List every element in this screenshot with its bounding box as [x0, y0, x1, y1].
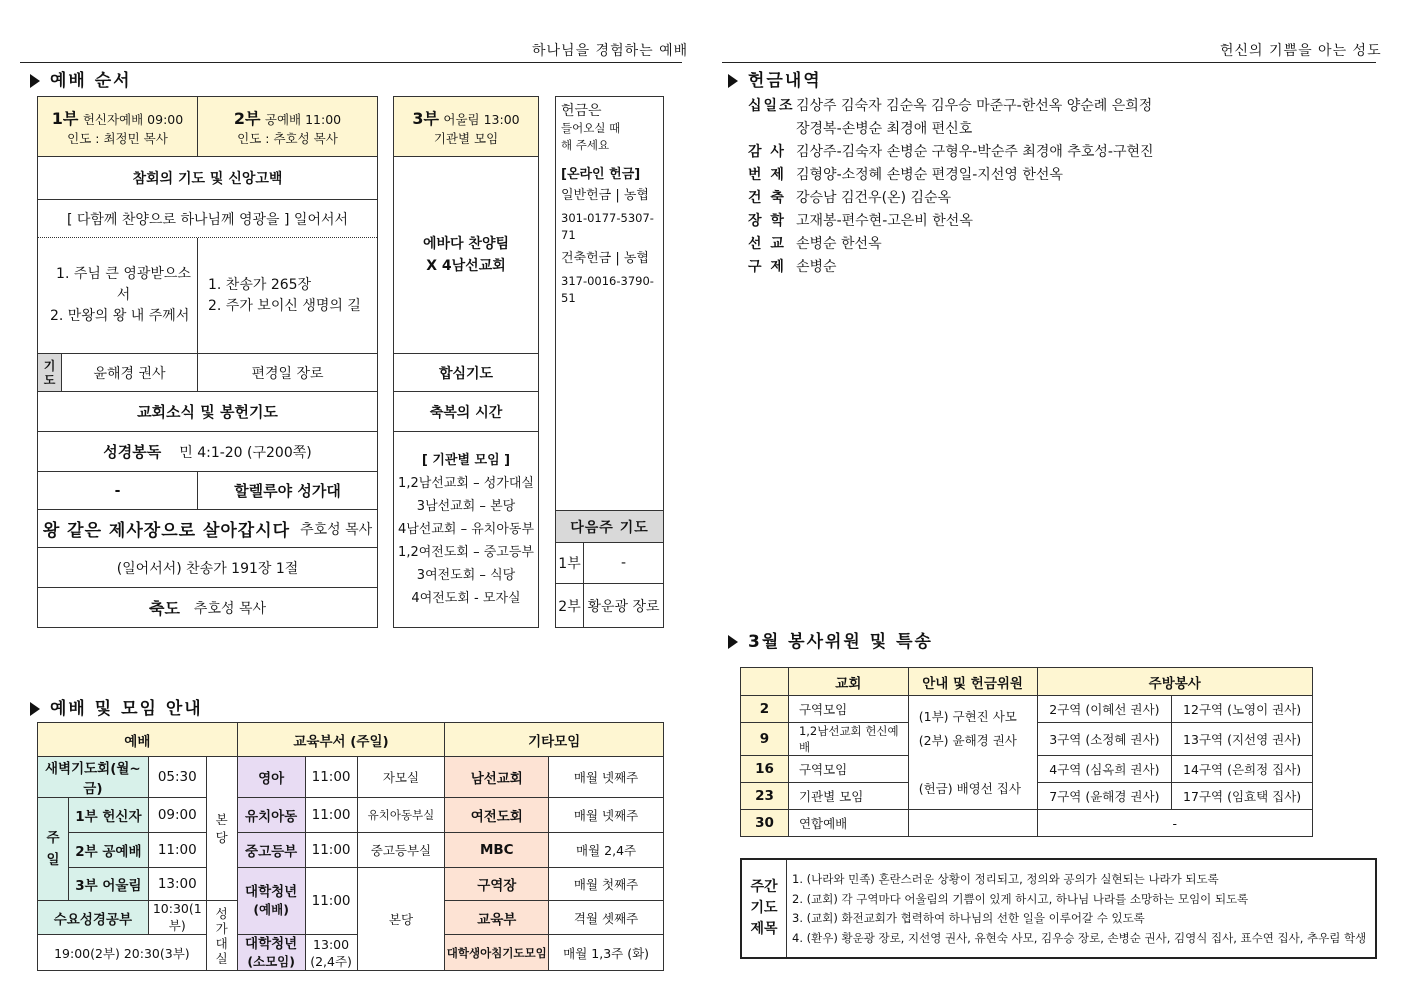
service-table [740, 667, 1313, 837]
kitchen-b: 12구역 (노영이 권사) [1172, 696, 1313, 723]
kitchen-a: 2구역 (이혜선 권사) [1037, 696, 1172, 723]
praise-songs-1: 1. 주님 큰 영광받으소서 2. 만왕의 왕 내 주께서 [38, 238, 198, 354]
kitchen-b: 13구역 (지선영 권사) [1172, 723, 1313, 756]
other-name: 여전도회 [445, 798, 549, 833]
prayer-topic: 1. (나라와 민족) 혼란스러운 상황이 정리되고, 정의와 공의가 실현되는 나라가 되도록 [792, 872, 1219, 886]
kitchen-a: 4구역 (심옥희 권사) [1037, 756, 1172, 783]
wednesday-time: 10:30(1부) [148, 901, 206, 935]
other-name: 교육부 [445, 901, 549, 935]
offering-note: 헌금은 들어오실 때 해 주세요 [온라인 헌금] 일반헌금 | 농협 301-0177-5307-71 건축헌금 | 농협 317-0016-3790-51 [561, 103, 654, 305]
header-divider [722, 62, 1376, 63]
young-adult-small-group: 대학청년 (소모임) [237, 935, 305, 971]
offering-row: 번 제 김형양-소정혜 손병순 편경일-지선영 한선옥 [748, 167, 1063, 183]
day: 16 [741, 756, 789, 783]
next-2-label: 2부 [556, 584, 584, 627]
offering-row: 십일조김상주 김숙자 김순옥 김우승 마준구-한선옥 양순례 은희정 [748, 98, 1153, 114]
dawn-time: 05:30 [148, 757, 206, 798]
unison-prayer: 합심기도 [394, 354, 538, 392]
young-adult-place: 본당 [357, 868, 445, 971]
offering-row: 장경복-손병순 최경애 편신호 [796, 121, 973, 137]
service-1-header: 1부 헌신자예배 09:00 인도 : 최정민 목사 [38, 97, 198, 157]
praise-songs-2: 1. 찬송가 265장 2. 주가 보이신 생명의 길 [198, 238, 377, 354]
day: 9 [741, 723, 789, 756]
blessing-time: 축복의 시간 [394, 392, 538, 432]
edu-place: 중고등부실 [357, 833, 445, 868]
choir-2: 할렐루야 성가대 [198, 472, 377, 510]
other-when: 격월 셋째주 [549, 901, 664, 935]
prayer-topics-box [740, 858, 1377, 959]
sunday-service-name: 2부 공예배 [68, 833, 148, 868]
triangle-bullet-icon [728, 74, 738, 88]
church-event: 구역모임 [788, 756, 908, 783]
prayer-topics-label: 주간 기도 제목 [742, 860, 787, 957]
other-when: 매월 1,3주 (화) [549, 935, 664, 971]
service-3-header: 3부 어울림 13:00 기관별 모임 [394, 97, 538, 157]
prayer-label: 기도 [38, 354, 62, 392]
offering-row: 건 축 강승남 김건우(온) 김순옥 [748, 190, 952, 206]
next-2: 황운광 장로 [587, 598, 660, 615]
left-page-header: 하나님을 경험하는 예배 [532, 43, 689, 59]
service-2-header: 2부 공예배 11:00 인도 : 추호성 목사 [198, 97, 377, 157]
kitchen-b: 17구역 (임효택 집사) [1172, 783, 1313, 810]
sunday-service-time: 09:00 [148, 798, 206, 833]
other-name: 구역장 [445, 868, 549, 901]
sunday-service-name: 3부 어울림 [68, 868, 148, 901]
order-box-1-2 [37, 96, 378, 628]
kitchen-a: 3구역 (소정혜 권사) [1037, 723, 1172, 756]
edu-time: 11:00 [305, 757, 357, 798]
edu-time: 11:00 [305, 798, 357, 833]
next-1-label: 1부 [556, 543, 584, 584]
right-page-header: 헌신의 기쁨을 아는 성도 [1220, 43, 1382, 59]
sunday-service-name: 1부 헌신자 [68, 798, 148, 833]
prayer-2: 편경일 장로 [198, 354, 377, 392]
prayer-topic: 2. (교회) 각 구역마다 어울림의 기쁨이 있게 하시고, 하나님 나라를 소망하는 모임이 되도록 [792, 891, 1249, 906]
other-when: 매월 첫째주 [549, 868, 664, 901]
day: 30 [741, 810, 789, 837]
triangle-bullet-icon [30, 702, 40, 716]
other-name: 대학생아침기도모임 [445, 935, 549, 971]
triangle-bullet-icon [30, 74, 40, 88]
church-event: 연합예배 [788, 810, 908, 837]
dawn-prayer: 새벽기도회(월~금) [38, 757, 149, 798]
next-1: - [584, 543, 663, 584]
wednesday-bible-study: 수요성경공부 [38, 901, 149, 935]
benediction: 축도 추호성 목사 [149, 599, 266, 618]
day: 23 [741, 783, 789, 810]
offering-row: 선 교 손병순 한선옥 [748, 236, 882, 252]
young-adult-small-group-time: 13:00 (2,4주) [305, 935, 357, 971]
young-adult-worship-time: 11:00 [305, 868, 357, 935]
other-when: 매월 2,4주 [549, 833, 664, 868]
other-name: 남선교회 [445, 757, 549, 798]
offering-note-box [555, 96, 664, 628]
prayer-topics-list [792, 870, 1366, 948]
wednesday-time-2: 19:00(2부) 20:30(3부) [38, 935, 207, 971]
offering-row: 장 학 고재봉-편수현-고은비 한선옥 [748, 213, 973, 229]
young-adult-worship: 대학청년 (예배) [237, 868, 305, 935]
group-meetings: [ 기관별 모임 ] 1,2남선교회 – 성가대실 3남선교회 – 본당 4남선교회 – 유치아동부 1,2여전도회 – 중고등부 3여전도회 – 식당 4여전도회 - 모자실 [397, 453, 535, 606]
guide-members: (1부) 구현진 사모 (2부) 윤해경 권사 (헌금) 배영선 집사 [908, 696, 1037, 810]
edu-place: 자모실 [357, 757, 445, 798]
order-box-3 [393, 96, 539, 628]
prayer-1: 윤해경 권사 [62, 354, 198, 392]
stand-up-praise: [ 다함께 찬양으로 하나님께 영광을 ] 일어서서 [38, 200, 377, 238]
church-event: 기관별 모임 [788, 783, 908, 810]
header-church: 교회 [788, 668, 908, 696]
choir-1: - [38, 472, 198, 510]
edu-name: 유치아동 [237, 798, 305, 833]
church-news: 교회소식 및 봉헌기도 [38, 392, 377, 432]
meetings-heading: 예배 및 모임 안내 [30, 694, 203, 719]
edu-time: 11:00 [305, 833, 357, 868]
offering-row: 감 사 김상주-김숙자 손병순 구형우-박순주 최경애 추호성-구현진 [748, 144, 1154, 160]
prayer-topic: 3. (교회) 화전교회가 협력하여 하나님의 선한 일을 이루어갈 수 있도록 [792, 911, 1145, 925]
day: 2 [741, 696, 789, 723]
edu-place: 유치아동부실 [357, 798, 445, 833]
praise-team: 에바다 찬양팀 X 4남선교회 [394, 157, 538, 354]
meetings-table [37, 722, 664, 971]
worship-order-heading: 예배 순서 [30, 66, 132, 91]
church-event: 구역모임 [788, 696, 908, 723]
confession: 참회의 기도 및 신앙고백 [38, 157, 377, 200]
edu-name: 중고등부 [237, 833, 305, 868]
header-education: 교육부서 (주일) [237, 723, 445, 757]
kitchen-b: 14구역 (은희정 집사) [1172, 756, 1313, 783]
kitchen-a: 7구역 (윤해경 권사) [1037, 783, 1172, 810]
offerings-heading: 헌금내역 [728, 66, 822, 91]
other-name: MBC [445, 833, 549, 868]
church-event: 1,2남선교회 헌신예배 [788, 723, 908, 756]
header-worship: 예배 [38, 723, 238, 757]
sunday-label: 주일 [38, 798, 69, 901]
other-when: 매월 넷째주 [549, 757, 664, 798]
prayer-topic: 4. (환우) 황운광 장로, 지선영 권사, 유현숙 사모, 김우승 장로, 손병순 권사, 김영식 집사, 표수연 집사, 추우림 학생 [792, 930, 1367, 945]
header-divider [20, 62, 682, 63]
offerings-list [748, 95, 1154, 279]
other-when: 매월 넷째주 [549, 798, 664, 833]
header-kitchen: 주방봉사 [1037, 668, 1313, 696]
sermon: 왕 같은 제사장으로 살아갑시다 추호성 목사 [38, 510, 377, 548]
service-heading: 3월 봉사위원 및 특송 [728, 627, 933, 652]
header-other: 기타모임 [445, 723, 664, 757]
header-blank [741, 668, 789, 696]
guide-blank [908, 810, 1037, 837]
scripture-reading: 성경봉독 민 4:1-20 (구200쪽) [38, 432, 377, 472]
closing-hymn: (일어서서) 찬송가 191장 1절 [38, 548, 377, 588]
kitchen-last: - [1037, 810, 1313, 837]
sunday-service-time: 11:00 [148, 833, 206, 868]
next-week-prayer-title: 다음주 기도 [556, 510, 663, 543]
triangle-bullet-icon [728, 635, 738, 649]
header-guide: 안내 및 헌금위원 [908, 668, 1037, 696]
sunday-service-time: 13:00 [148, 868, 206, 901]
choir-room: 성가대실 [206, 901, 237, 971]
edu-name: 영아 [237, 757, 305, 798]
main-hall: 본당 [206, 757, 237, 901]
offering-row: 구 제 손병순 [748, 259, 837, 275]
